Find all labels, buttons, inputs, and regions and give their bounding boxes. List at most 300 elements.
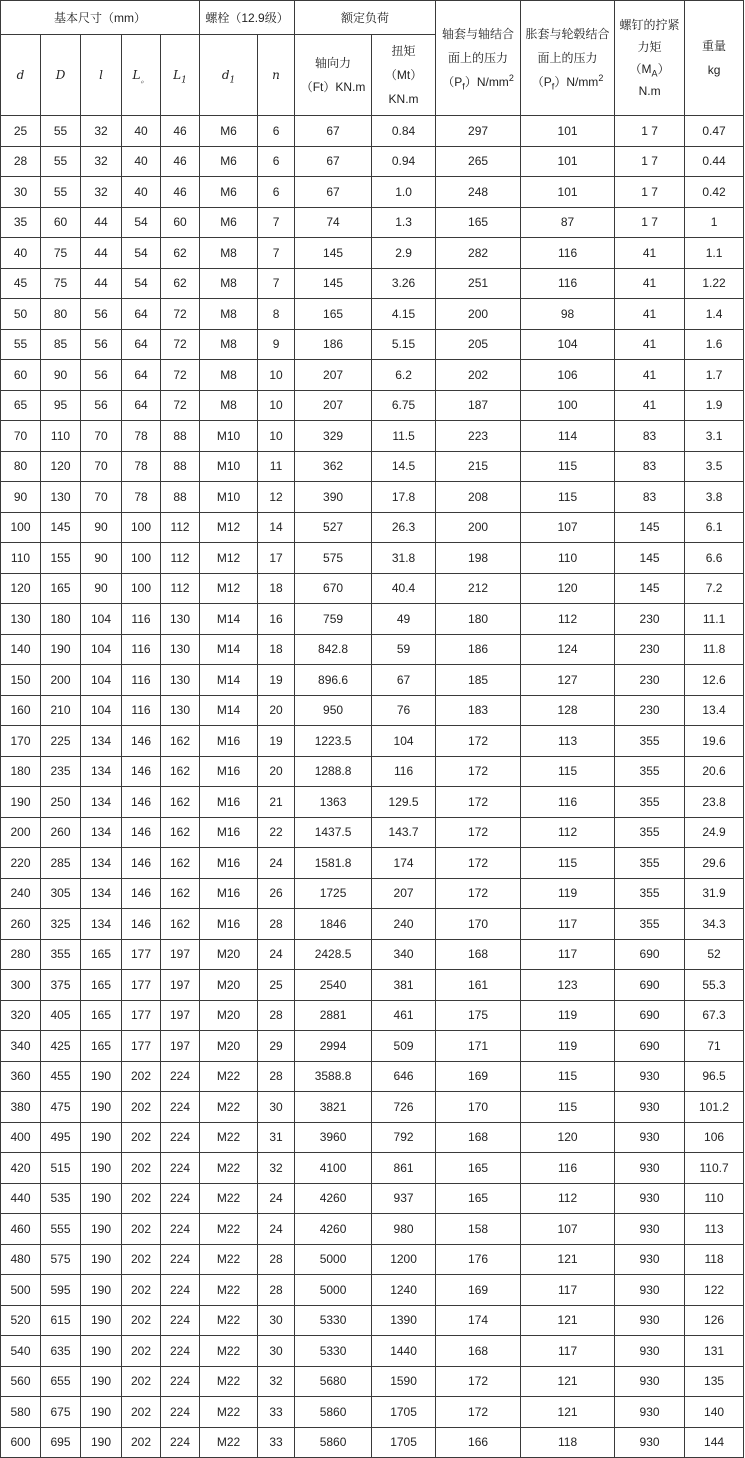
cell-weight: 110 <box>685 1183 744 1214</box>
cell-tightening-torque: 355 <box>615 878 685 909</box>
cell-d: 540 <box>1 1336 41 1367</box>
cell-hub-pressure: 107 <box>521 1214 615 1245</box>
cell-axial-force: 670 <box>295 573 372 604</box>
cell-tightening-torque: 930 <box>615 1305 685 1336</box>
cell-n: 30 <box>258 1092 295 1123</box>
cell-weight: 144 <box>685 1427 744 1458</box>
cell-d1: M10 <box>200 482 258 513</box>
cell-torque: 17.8 <box>372 482 436 513</box>
cell-axial-force: 165 <box>295 299 372 330</box>
cell-shaft-pressure: 165 <box>436 207 521 238</box>
table-row <box>1 390 744 421</box>
cell-axial-force: 2994 <box>295 1031 372 1062</box>
cell-n: 31 <box>258 1122 295 1153</box>
table-row <box>1 909 744 940</box>
col-n: n <box>258 35 295 116</box>
cell-L: 202 <box>122 1244 161 1275</box>
cell-tightening-torque: 355 <box>615 817 685 848</box>
cell-torque: 59 <box>372 634 436 665</box>
cell-d1: M22 <box>200 1092 258 1123</box>
cell-D: 285 <box>41 848 81 879</box>
cell-axial-force: 950 <box>295 695 372 726</box>
cell-d: 180 <box>1 756 41 787</box>
cell-shaft-pressure: 175 <box>436 1000 521 1031</box>
cell-L1: 162 <box>161 726 200 757</box>
cell-l: 104 <box>81 634 122 665</box>
header-hub-pressure-unit-sub: f <box>551 81 555 92</box>
cell-d1: M22 <box>200 1183 258 1214</box>
cell-d1: M20 <box>200 1031 258 1062</box>
cell-d1: M8 <box>200 299 258 330</box>
table-row <box>1 604 744 635</box>
cell-weight: 0.42 <box>685 177 744 208</box>
cell-torque: 31.8 <box>372 543 436 574</box>
cell-axial-force: 207 <box>295 360 372 391</box>
cell-L: 146 <box>122 817 161 848</box>
cell-L: 100 <box>122 543 161 574</box>
col-d1-sub: 1 <box>229 75 236 86</box>
cell-L1: 72 <box>161 299 200 330</box>
cell-l: 134 <box>81 756 122 787</box>
cell-L: 54 <box>122 238 161 269</box>
cell-weight: 101.2 <box>685 1092 744 1123</box>
cell-hub-pressure: 115 <box>521 848 615 879</box>
cell-d1: M16 <box>200 909 258 940</box>
cell-l: 190 <box>81 1275 122 1306</box>
cell-L1: 62 <box>161 268 200 299</box>
cell-tightening-torque: 930 <box>615 1061 685 1092</box>
cell-weight: 1 <box>685 207 744 238</box>
cell-L1: 224 <box>161 1061 200 1092</box>
cell-D: 200 <box>41 665 81 696</box>
cell-L1: 46 <box>161 116 200 147</box>
cell-d1: M16 <box>200 756 258 787</box>
cell-d1: M16 <box>200 787 258 818</box>
cell-n: 18 <box>258 634 295 665</box>
table-row <box>1 1366 744 1397</box>
cell-d1: M16 <box>200 817 258 848</box>
table-row <box>1 1214 744 1245</box>
table-row <box>1 726 744 757</box>
cell-weight: 3.1 <box>685 421 744 452</box>
cell-n: 22 <box>258 817 295 848</box>
cell-shaft-pressure: 172 <box>436 726 521 757</box>
cell-torque: 1240 <box>372 1275 436 1306</box>
cell-tightening-torque: 41 <box>615 238 685 269</box>
cell-weight: 1.7 <box>685 360 744 391</box>
cell-hub-pressure: 115 <box>521 482 615 513</box>
cell-torque: 0.94 <box>372 146 436 177</box>
cell-tightening-torque: 690 <box>615 1000 685 1031</box>
cell-tightening-torque: 145 <box>615 543 685 574</box>
col-L-sub: 。 <box>140 75 150 86</box>
cell-n: 10 <box>258 360 295 391</box>
cell-torque: 381 <box>372 970 436 1001</box>
cell-D: 375 <box>41 970 81 1001</box>
cell-tightening-torque: 930 <box>615 1336 685 1367</box>
cell-hub-pressure: 116 <box>521 238 615 269</box>
header-torque-unit-a: （M <box>629 62 652 76</box>
cell-l: 165 <box>81 1000 122 1031</box>
table-row <box>1 1183 744 1214</box>
cell-tightening-torque: 355 <box>615 848 685 879</box>
cell-l: 165 <box>81 970 122 1001</box>
cell-l: 44 <box>81 268 122 299</box>
cell-n: 19 <box>258 726 295 757</box>
cell-tightening-torque: 355 <box>615 787 685 818</box>
cell-D: 165 <box>41 573 81 604</box>
cell-hub-pressure: 116 <box>521 268 615 299</box>
cell-d1: M8 <box>200 329 258 360</box>
cell-D: 575 <box>41 1244 81 1275</box>
cell-n: 24 <box>258 1214 295 1245</box>
cell-n: 7 <box>258 207 295 238</box>
cell-l: 190 <box>81 1153 122 1184</box>
cell-l: 190 <box>81 1061 122 1092</box>
cell-axial-force: 2540 <box>295 970 372 1001</box>
header-hub-pressure-unit-a: （P <box>531 75 552 89</box>
header-torque-line1: 螺钉的拧紧 <box>619 18 680 32</box>
header-rated-load: 额定负荷 <box>295 1 436 35</box>
cell-l: 70 <box>81 482 122 513</box>
table-row <box>1 512 744 543</box>
cell-hub-pressure: 116 <box>521 1153 615 1184</box>
cell-d: 25 <box>1 116 41 147</box>
cell-axial-force: 5000 <box>295 1244 372 1275</box>
cell-axial-force: 362 <box>295 451 372 482</box>
cell-L: 116 <box>122 604 161 635</box>
cell-L1: 130 <box>161 604 200 635</box>
cell-d1: M20 <box>200 1000 258 1031</box>
cell-weight: 11.8 <box>685 634 744 665</box>
cell-L: 116 <box>122 665 161 696</box>
cell-shaft-pressure: 172 <box>436 1366 521 1397</box>
cell-weight: 7.2 <box>685 573 744 604</box>
table-row <box>1 1153 744 1184</box>
cell-L1: 112 <box>161 543 200 574</box>
table-row <box>1 970 744 1001</box>
table-row <box>1 1244 744 1275</box>
table-row <box>1 451 744 482</box>
cell-shaft-pressure: 161 <box>436 970 521 1001</box>
cell-L1: 162 <box>161 848 200 879</box>
cell-d1: M22 <box>200 1305 258 1336</box>
cell-tightening-torque: 930 <box>615 1214 685 1245</box>
cell-shaft-pressure: 170 <box>436 1092 521 1123</box>
cell-L1: 46 <box>161 177 200 208</box>
cell-torque: 861 <box>372 1153 436 1184</box>
cell-l: 56 <box>81 360 122 391</box>
cell-d: 170 <box>1 726 41 757</box>
cell-axial-force: 5680 <box>295 1366 372 1397</box>
cell-L: 100 <box>122 512 161 543</box>
table-row <box>1 634 744 665</box>
header-weight-line2: kg <box>707 63 721 77</box>
cell-d: 400 <box>1 1122 41 1153</box>
cell-tightening-torque: 930 <box>615 1153 685 1184</box>
cell-shaft-pressure: 168 <box>436 939 521 970</box>
cell-tightening-torque: 930 <box>615 1092 685 1123</box>
cell-hub-pressure: 101 <box>521 146 615 177</box>
cell-axial-force: 527 <box>295 512 372 543</box>
cell-shaft-pressure: 208 <box>436 482 521 513</box>
table-row <box>1 238 744 269</box>
cell-axial-force: 1288.8 <box>295 756 372 787</box>
cell-L1: 224 <box>161 1305 200 1336</box>
cell-hub-pressure: 121 <box>521 1397 615 1428</box>
cell-axial-force: 759 <box>295 604 372 635</box>
header-shaft-pressure <box>436 1 521 116</box>
cell-n: 28 <box>258 1061 295 1092</box>
cell-weight: 6.1 <box>685 512 744 543</box>
cell-L: 177 <box>122 1000 161 1031</box>
header-basic-dims: 基本尺寸（mm） <box>1 1 200 35</box>
cell-hub-pressure: 117 <box>521 1336 615 1367</box>
cell-l: 134 <box>81 726 122 757</box>
cell-hub-pressure: 117 <box>521 939 615 970</box>
cell-tightening-torque: 930 <box>615 1183 685 1214</box>
cell-weight: 52 <box>685 939 744 970</box>
cell-l: 70 <box>81 451 122 482</box>
cell-L1: 224 <box>161 1397 200 1428</box>
table-row <box>1 573 744 604</box>
cell-torque: 980 <box>372 1214 436 1245</box>
cell-weight: 71 <box>685 1031 744 1062</box>
cell-torque: 1440 <box>372 1336 436 1367</box>
cell-L1: 130 <box>161 634 200 665</box>
cell-d: 160 <box>1 695 41 726</box>
cell-d: 500 <box>1 1275 41 1306</box>
header-shaft-pressure-unit-b: ）N/mm <box>464 75 509 89</box>
cell-tightening-torque: 930 <box>615 1366 685 1397</box>
table-row <box>1 1305 744 1336</box>
cell-n: 30 <box>258 1305 295 1336</box>
col-axial-force-line2: （Ft）KN.m <box>300 80 366 94</box>
header-shaft-pressure-line2: 面上的压力 <box>448 51 509 65</box>
cell-L1: 224 <box>161 1427 200 1458</box>
cell-weight: 1.6 <box>685 329 744 360</box>
cell-L: 202 <box>122 1183 161 1214</box>
cell-hub-pressure: 113 <box>521 726 615 757</box>
header-hub-pressure-line1: 胀套与轮毂结合 <box>525 27 610 41</box>
col-torque-line2: （Mt） <box>384 68 423 82</box>
cell-d: 240 <box>1 878 41 909</box>
cell-L: 177 <box>122 939 161 970</box>
cell-shaft-pressure: 172 <box>436 848 521 879</box>
cell-hub-pressure: 98 <box>521 299 615 330</box>
cell-hub-pressure: 123 <box>521 970 615 1001</box>
cell-l: 56 <box>81 329 122 360</box>
cell-d1: M8 <box>200 238 258 269</box>
col-L1-sub: 1 <box>181 75 187 86</box>
cell-D: 210 <box>41 695 81 726</box>
cell-d: 460 <box>1 1214 41 1245</box>
cell-torque: 2.9 <box>372 238 436 269</box>
cell-d1: M20 <box>200 970 258 1001</box>
cell-weight: 126 <box>685 1305 744 1336</box>
cell-L: 54 <box>122 268 161 299</box>
cell-L: 78 <box>122 482 161 513</box>
cell-d1: M16 <box>200 726 258 757</box>
header-torque-line2: 力矩 <box>637 40 662 54</box>
cell-n: 18 <box>258 573 295 604</box>
cell-D: 615 <box>41 1305 81 1336</box>
cell-D: 475 <box>41 1092 81 1123</box>
cell-D: 80 <box>41 299 81 330</box>
cell-shaft-pressure: 170 <box>436 909 521 940</box>
cell-L: 202 <box>122 1092 161 1123</box>
cell-axial-force: 145 <box>295 268 372 299</box>
cell-D: 225 <box>41 726 81 757</box>
cell-torque: 240 <box>372 909 436 940</box>
cell-axial-force: 5860 <box>295 1397 372 1428</box>
cell-d1: M22 <box>200 1397 258 1428</box>
cell-D: 75 <box>41 268 81 299</box>
cell-weight: 31.9 <box>685 878 744 909</box>
cell-hub-pressure: 110 <box>521 543 615 574</box>
col-L1-base: L <box>173 68 182 82</box>
cell-shaft-pressure: 185 <box>436 665 521 696</box>
cell-axial-force: 74 <box>295 207 372 238</box>
cell-n: 11 <box>258 451 295 482</box>
cell-L1: 88 <box>161 451 200 482</box>
cell-L: 40 <box>122 146 161 177</box>
cell-weight: 135 <box>685 1366 744 1397</box>
header-shaft-pressure-unit-sup: 2 <box>508 73 514 83</box>
cell-d1: M6 <box>200 207 258 238</box>
cell-shaft-pressure: 248 <box>436 177 521 208</box>
cell-weight: 0.47 <box>685 116 744 147</box>
cell-hub-pressure: 101 <box>521 116 615 147</box>
cell-n: 6 <box>258 146 295 177</box>
cell-d: 340 <box>1 1031 41 1062</box>
cell-l: 190 <box>81 1305 122 1336</box>
cell-torque: 1.3 <box>372 207 436 238</box>
cell-d: 220 <box>1 848 41 879</box>
cell-tightening-torque: 930 <box>615 1275 685 1306</box>
cell-d1: M14 <box>200 695 258 726</box>
cell-tightening-torque: 230 <box>615 665 685 696</box>
table-row <box>1 787 744 818</box>
cell-tightening-torque: 230 <box>615 604 685 635</box>
cell-n: 19 <box>258 665 295 696</box>
cell-L: 64 <box>122 360 161 391</box>
cell-torque: 509 <box>372 1031 436 1062</box>
cell-L: 202 <box>122 1366 161 1397</box>
cell-L1: 224 <box>161 1366 200 1397</box>
cell-weight: 67.3 <box>685 1000 744 1031</box>
cell-d1: M8 <box>200 360 258 391</box>
cell-d1: M22 <box>200 1244 258 1275</box>
cell-L: 146 <box>122 909 161 940</box>
cell-l: 190 <box>81 1397 122 1428</box>
cell-axial-force: 207 <box>295 390 372 421</box>
cell-d: 190 <box>1 787 41 818</box>
cell-tightening-torque: 41 <box>615 268 685 299</box>
cell-weight: 106 <box>685 1122 744 1153</box>
cell-axial-force: 4100 <box>295 1153 372 1184</box>
cell-n: 24 <box>258 848 295 879</box>
cell-weight: 140 <box>685 1397 744 1428</box>
table-row <box>1 268 744 299</box>
cell-torque: 1705 <box>372 1427 436 1458</box>
cell-shaft-pressure: 202 <box>436 360 521 391</box>
cell-L1: 224 <box>161 1122 200 1153</box>
cell-d: 420 <box>1 1153 41 1184</box>
cell-l: 190 <box>81 1244 122 1275</box>
cell-L: 116 <box>122 634 161 665</box>
cell-L1: 197 <box>161 1031 200 1062</box>
cell-D: 455 <box>41 1061 81 1092</box>
cell-D: 555 <box>41 1214 81 1245</box>
cell-shaft-pressure: 180 <box>436 604 521 635</box>
cell-tightening-torque: 1 7 <box>615 177 685 208</box>
cell-L1: 112 <box>161 512 200 543</box>
cell-d1: M12 <box>200 573 258 604</box>
cell-l: 165 <box>81 939 122 970</box>
cell-tightening-torque: 145 <box>615 512 685 543</box>
cell-hub-pressure: 121 <box>521 1305 615 1336</box>
cell-L1: 224 <box>161 1183 200 1214</box>
cell-hub-pressure: 119 <box>521 1000 615 1031</box>
cell-L: 202 <box>122 1397 161 1428</box>
cell-n: 6 <box>258 177 295 208</box>
cell-torque: 1.0 <box>372 177 436 208</box>
cell-shaft-pressure: 168 <box>436 1122 521 1153</box>
cell-L1: 72 <box>161 360 200 391</box>
cell-shaft-pressure: 205 <box>436 329 521 360</box>
cell-axial-force: 4260 <box>295 1214 372 1245</box>
cell-n: 7 <box>258 268 295 299</box>
cell-L: 202 <box>122 1336 161 1367</box>
table-row <box>1 756 744 787</box>
cell-L1: 162 <box>161 756 200 787</box>
cell-weight: 110.7 <box>685 1153 744 1184</box>
cell-weight: 1.4 <box>685 299 744 330</box>
col-d: d <box>1 35 41 116</box>
cell-l: 190 <box>81 1122 122 1153</box>
cell-d1: M6 <box>200 116 258 147</box>
cell-torque: 3.26 <box>372 268 436 299</box>
cell-L: 202 <box>122 1122 161 1153</box>
cell-weight: 3.8 <box>685 482 744 513</box>
table-row <box>1 360 744 391</box>
cell-L: 40 <box>122 177 161 208</box>
cell-n: 12 <box>258 482 295 513</box>
cell-tightening-torque: 930 <box>615 1122 685 1153</box>
cell-shaft-pressure: 172 <box>436 787 521 818</box>
cell-d: 130 <box>1 604 41 635</box>
cell-d: 65 <box>1 390 41 421</box>
cell-axial-force: 896.6 <box>295 665 372 696</box>
header-row-top <box>1 1 744 35</box>
cell-torque: 207 <box>372 878 436 909</box>
cell-weight: 29.6 <box>685 848 744 879</box>
cell-D: 515 <box>41 1153 81 1184</box>
cell-torque: 40.4 <box>372 573 436 604</box>
cell-tightening-torque: 930 <box>615 1427 685 1458</box>
cell-hub-pressure: 100 <box>521 390 615 421</box>
cell-n: 28 <box>258 1000 295 1031</box>
cell-shaft-pressure: 165 <box>436 1153 521 1184</box>
cell-L: 202 <box>122 1275 161 1306</box>
cell-axial-force: 5000 <box>295 1275 372 1306</box>
cell-shaft-pressure: 168 <box>436 1336 521 1367</box>
cell-D: 405 <box>41 1000 81 1031</box>
cell-L1: 197 <box>161 1000 200 1031</box>
cell-hub-pressure: 119 <box>521 1031 615 1062</box>
cell-axial-force: 575 <box>295 543 372 574</box>
